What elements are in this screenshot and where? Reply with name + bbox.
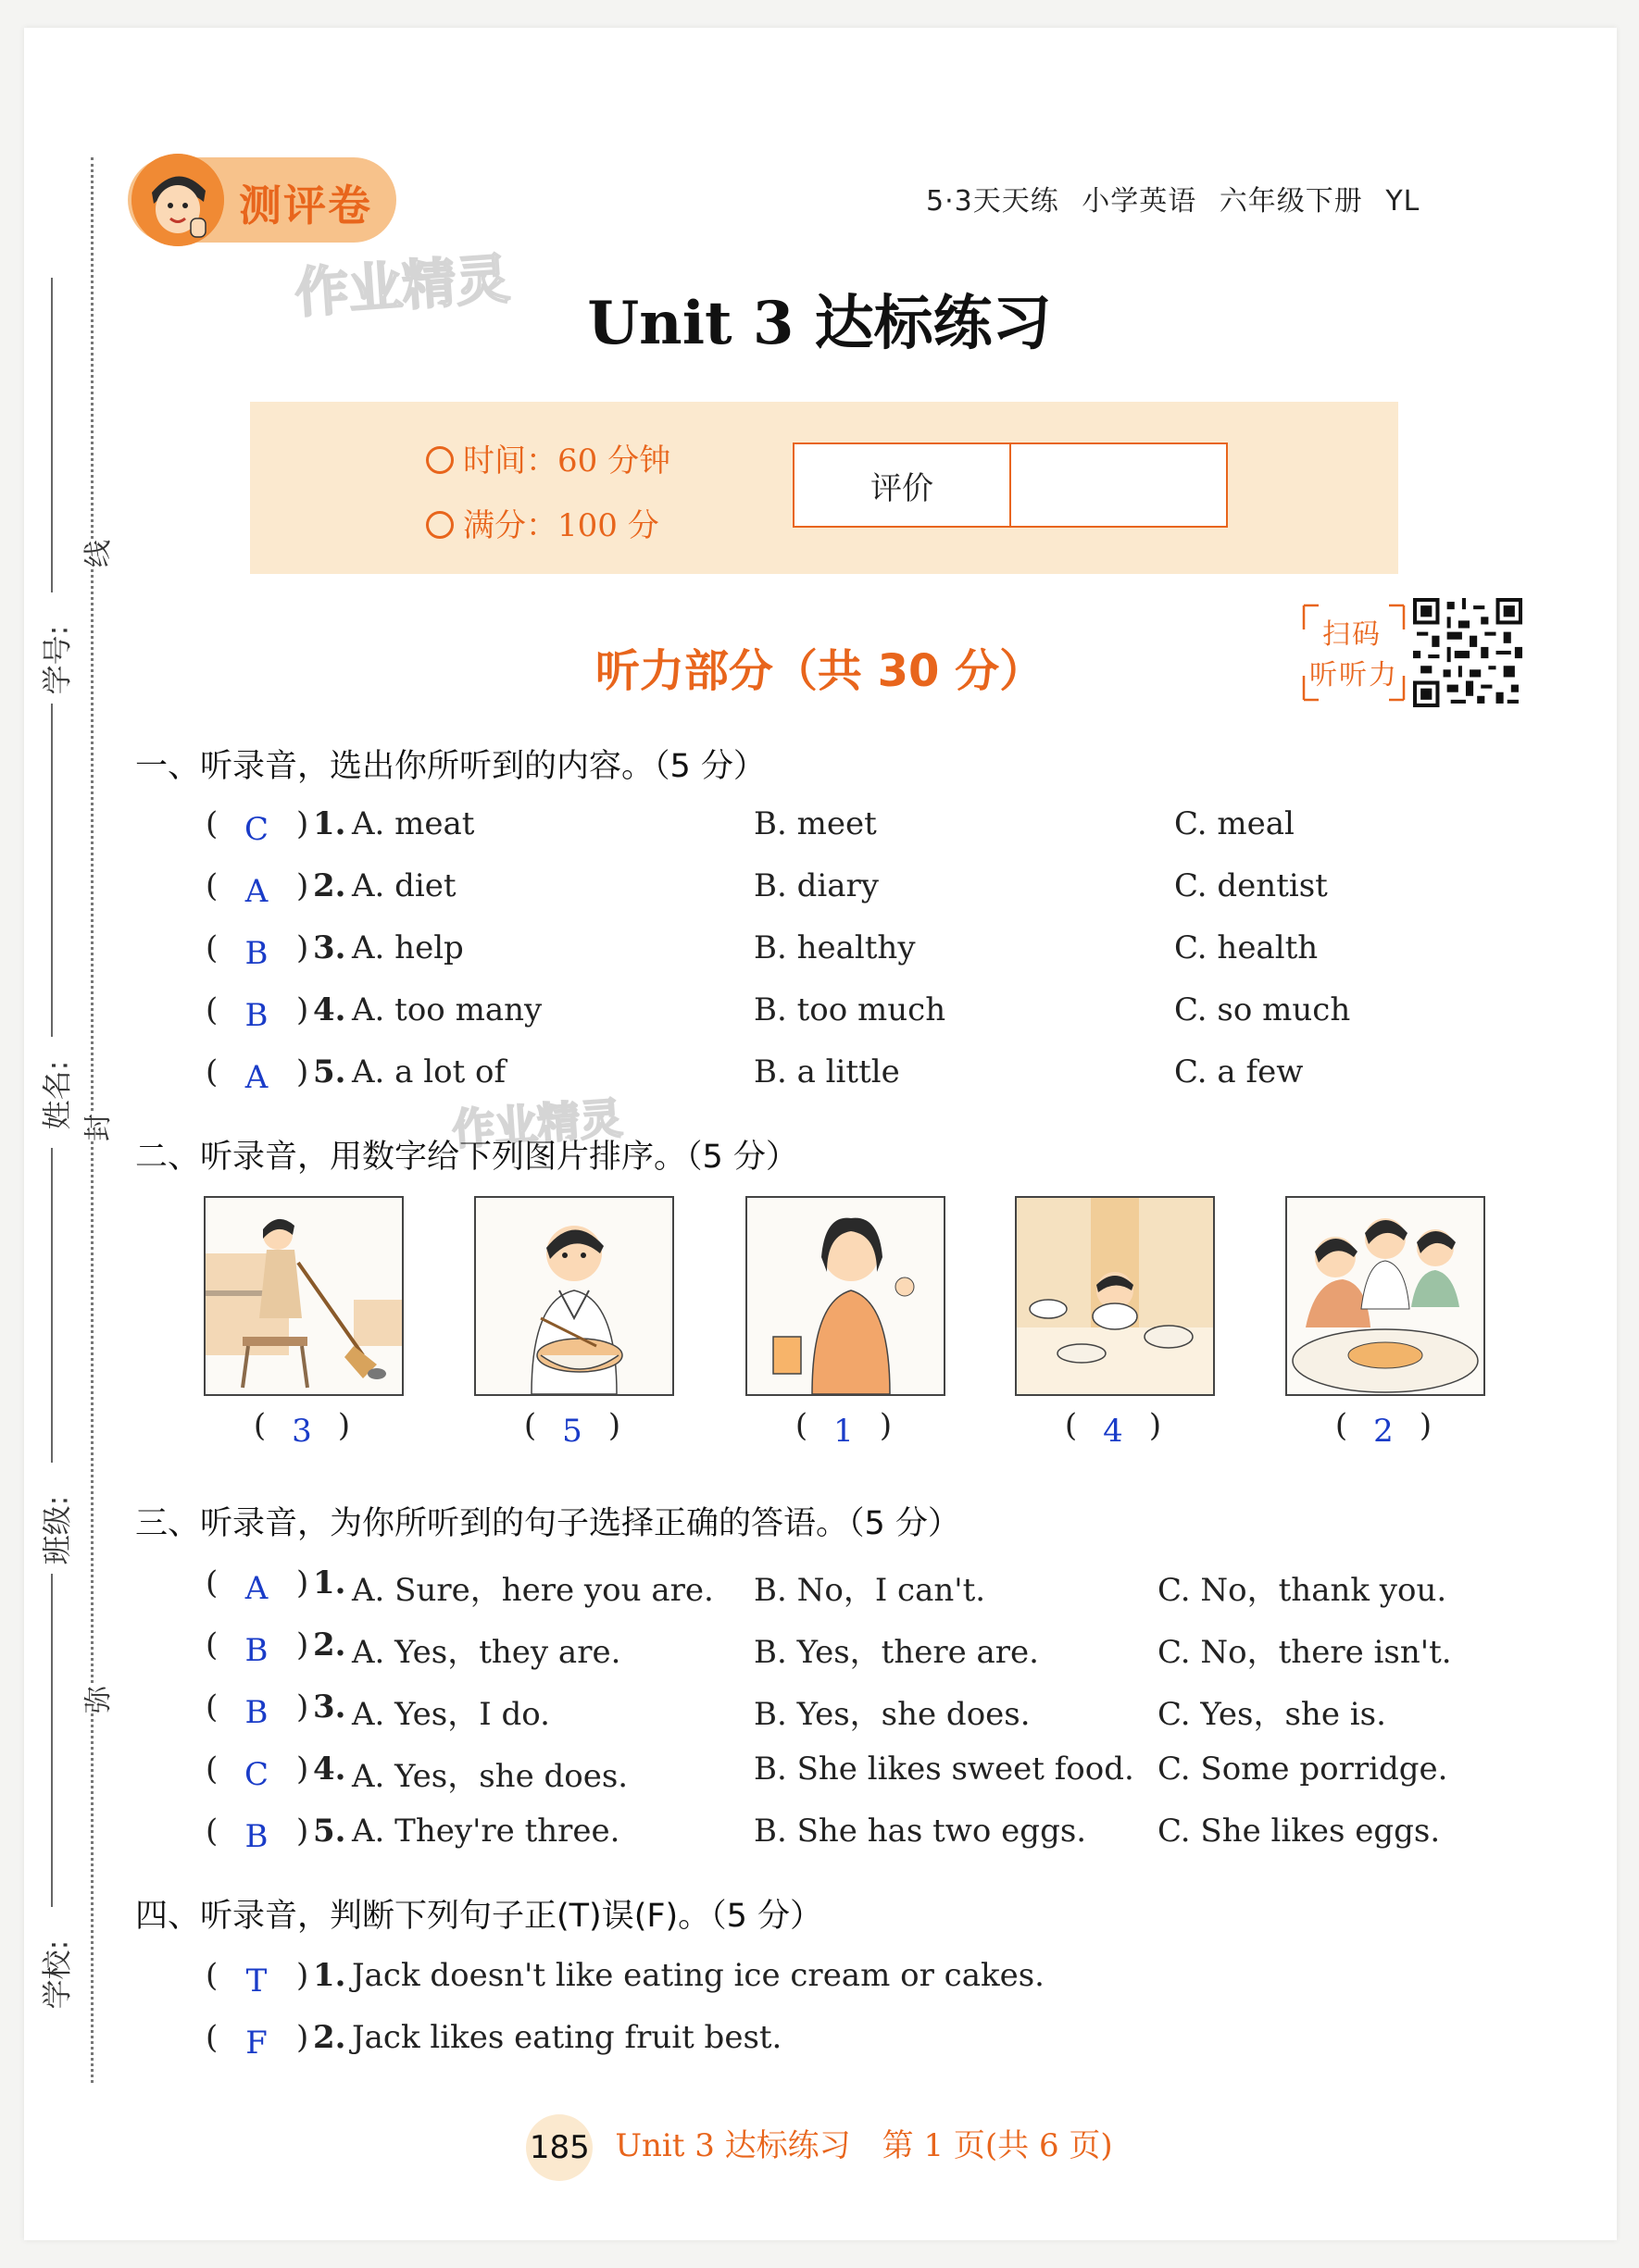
name-label: 姓名: <box>39 1060 75 1130</box>
q1-item-5 <box>0 1053 1639 1109</box>
option-c: C. so much <box>1174 991 1351 1028</box>
answer-close-paren: ) <box>296 1689 309 1726</box>
q3-item-4 <box>0 1751 1639 1806</box>
answer-close-paren: ) <box>1419 1407 1433 1444</box>
answer-open-paren: ( <box>206 929 219 966</box>
answer-close-paren: ) <box>296 1957 309 1994</box>
answer-close-paren: ) <box>296 1564 309 1601</box>
answer-open-paren: ( <box>206 991 219 1028</box>
series-info: 5·3天天练 小学英语 六年级下册 YL <box>926 185 1420 218</box>
picture-girl-sweeping <box>204 1196 404 1396</box>
option-c: C. health <box>1174 929 1319 966</box>
answer-blank[interactable]: A <box>244 873 269 910</box>
answer-close-paren: ) <box>1148 1407 1162 1444</box>
answer-open-paren: ( <box>206 1053 219 1090</box>
answer-close-paren: ) <box>296 991 309 1028</box>
answer-close-paren: ) <box>296 1053 309 1090</box>
option-b: B. She likes sweet food. <box>754 1751 1134 1788</box>
answer-close-paren: ) <box>879 1407 893 1444</box>
picture-1-answer <box>204 1407 400 1450</box>
q4-item-2 <box>0 2019 1639 2075</box>
answer-blank[interactable]: B <box>244 997 269 1034</box>
time-text: 时间：60 分钟 <box>463 442 671 480</box>
item-number: 2. <box>313 2019 346 2056</box>
option-c: C. She likes eggs. <box>1157 1813 1441 1850</box>
statement-text: Jack likes eating fruit best. <box>352 2019 782 2056</box>
q3-item-1 <box>0 1564 1639 1620</box>
answer-blank[interactable]: 1 <box>833 1413 854 1450</box>
item-number: 1. <box>313 1564 346 1601</box>
picture-boy-eating-noodles <box>474 1196 674 1396</box>
item-number: 4. <box>313 1751 346 1788</box>
binding-char-feng: 封 <box>69 1114 121 1141</box>
option-b: B. No，I can't. <box>754 1572 986 1609</box>
answer-open-paren: ( <box>206 1689 219 1726</box>
option-c: C. No，thank you. <box>1157 1572 1447 1609</box>
class-label: 班级: <box>39 1495 75 1565</box>
answer-blank[interactable]: C <box>244 811 269 848</box>
option-b: B. a little <box>754 1053 900 1090</box>
answer-open-paren: ( <box>1064 1407 1078 1444</box>
option-c: C. No，there isn't. <box>1157 1634 1452 1671</box>
q4-heading: 四、听录音，判断下列句子正(T)误(F)。（5 分） <box>135 1898 823 1935</box>
answer-blank[interactable]: B <box>244 1818 269 1855</box>
item-number: 1. <box>313 1957 346 1994</box>
answer-open-paren: ( <box>206 1957 219 1994</box>
q3-item-2 <box>0 1626 1639 1682</box>
option-a: A. too many <box>352 991 543 1028</box>
watermark-middle: 作业精灵 <box>450 1092 624 1155</box>
test-paper-badge: 测评卷 <box>239 181 372 231</box>
answer-open-paren: ( <box>206 1626 219 1664</box>
q3-heading: 三、听录音，为你所听到的句子选择正确的答语。（5 分） <box>135 1505 960 1542</box>
answer-open-paren: ( <box>253 1407 267 1444</box>
option-a: A. Sure，here you are. <box>352 1572 714 1609</box>
item-number: 2. <box>313 867 346 904</box>
answer-open-paren: ( <box>206 805 219 842</box>
item-number: 3. <box>313 929 346 966</box>
option-a: A. meat <box>352 805 475 842</box>
q3-item-5 <box>0 1813 1639 1868</box>
option-c: C. a few <box>1174 1053 1304 1090</box>
scan-text-1: 扫码 <box>1322 618 1382 651</box>
watermark-top: 作业精灵 <box>293 246 512 325</box>
school-label: 学校: <box>39 1939 75 2010</box>
score-info <box>426 500 659 545</box>
q3-item-3 <box>0 1689 1639 1744</box>
answer-open-paren: ( <box>206 1564 219 1601</box>
answer-open-paren: ( <box>1334 1407 1348 1444</box>
option-c: C. dentist <box>1174 867 1328 904</box>
answer-open-paren: ( <box>206 1813 219 1850</box>
answer-blank[interactable]: A <box>244 1059 269 1096</box>
answer-open-paren: ( <box>523 1407 537 1444</box>
option-c: C. meal <box>1174 805 1295 842</box>
item-number: 5. <box>313 1053 346 1090</box>
answer-close-paren: ) <box>296 2019 309 2056</box>
statement-text: Jack doesn't like eating ice cream or cakes. <box>352 1957 1045 1994</box>
option-b: B. diary <box>754 867 879 904</box>
answer-blank[interactable]: T <box>245 1963 268 2000</box>
picture-5-answer <box>1285 1407 1482 1450</box>
check-icon <box>426 511 454 539</box>
q1-item-4 <box>0 991 1639 1047</box>
answer-close-paren: ) <box>296 1751 309 1788</box>
option-b: B. meet <box>754 805 877 842</box>
footer-text: Unit 3 达标练习 第 1 页(共 6 页) <box>615 2127 1113 2164</box>
answer-open-paren: ( <box>206 1751 219 1788</box>
option-c: C. Some porridge. <box>1157 1751 1448 1788</box>
student-id-label: 学号: <box>39 625 75 695</box>
answer-blank[interactable]: C <box>244 1756 269 1793</box>
option-b: B. Yes，she does. <box>754 1696 1031 1733</box>
binding-char-xian: 线 <box>69 540 121 567</box>
option-a: A. Yes，she does. <box>352 1758 629 1795</box>
boy-mascot-icon <box>131 154 224 246</box>
picture-child-eating-at-table <box>1015 1196 1215 1396</box>
binding-char-mi: 弥 <box>69 1686 121 1713</box>
option-a: A. Yes，they are. <box>352 1634 621 1671</box>
answer-blank[interactable]: F <box>245 2025 268 2062</box>
option-a: A. a lot of <box>352 1053 507 1090</box>
score-text: 满分：100 分 <box>463 507 659 544</box>
item-number: 4. <box>313 991 346 1028</box>
answer-blank[interactable]: A <box>244 1570 269 1607</box>
answer-close-paren: ) <box>296 1813 309 1850</box>
answer-blank[interactable]: B <box>244 1632 269 1669</box>
evaluation-field[interactable] <box>1009 444 1226 526</box>
listening-section-title: 听力部分（共 30 分） <box>594 645 1045 697</box>
item-number: 2. <box>313 1626 346 1664</box>
answer-close-paren: ) <box>296 805 309 842</box>
picture-4-answer <box>1015 1407 1211 1450</box>
item-number: 3. <box>313 1689 346 1726</box>
option-a: A. help <box>352 929 464 966</box>
option-c: C. Yes，she is. <box>1157 1696 1386 1733</box>
q1-item-3 <box>0 929 1639 985</box>
option-b: B. healthy <box>754 929 916 966</box>
picture-2-answer <box>474 1407 670 1450</box>
page-footer <box>0 2114 1639 2181</box>
picture-3-answer <box>745 1407 942 1450</box>
time-info <box>426 435 670 480</box>
answer-blank[interactable]: B <box>244 935 269 972</box>
q1-item-2 <box>0 867 1639 923</box>
answer-blank[interactable]: 2 <box>1373 1413 1394 1450</box>
item-number: 1. <box>313 805 346 842</box>
option-a: A. They're three. <box>352 1813 620 1850</box>
answer-close-paren: ) <box>337 1407 351 1444</box>
picture-girl-with-juice <box>745 1196 945 1396</box>
answer-close-paren: ) <box>296 867 309 904</box>
qr-code-icon[interactable] <box>1413 598 1522 707</box>
page-title: Unit 3 达标练习 <box>587 289 1052 358</box>
q4-item-1 <box>0 1957 1639 2013</box>
option-b: B. She has two eggs. <box>754 1813 1087 1850</box>
answer-close-paren: ) <box>296 929 309 966</box>
q1-heading: 一、听录音，选出你所听到的内容。（5 分） <box>135 748 766 785</box>
answer-blank[interactable]: 4 <box>1103 1413 1123 1450</box>
scan-text-2: 听听力 <box>1309 659 1398 692</box>
option-b: B. Yes，there are. <box>754 1634 1039 1671</box>
answer-close-paren: ) <box>296 1626 309 1664</box>
clock-icon <box>426 446 454 474</box>
answer-open-paren: ( <box>206 2019 219 2056</box>
answer-blank[interactable]: B <box>244 1694 269 1731</box>
q2-heading: 二、听录音，用数字给下列图片排序。（5 分） <box>135 1139 798 1176</box>
option-a: A. diet <box>352 867 457 904</box>
answer-blank[interactable]: 5 <box>562 1413 582 1450</box>
item-number: 5. <box>313 1813 346 1850</box>
picture-family-dinner <box>1285 1196 1485 1396</box>
answer-open-paren: ( <box>206 867 219 904</box>
option-b: B. too much <box>754 991 946 1028</box>
answer-close-paren: ) <box>607 1407 621 1444</box>
q1-item-1 <box>0 805 1639 861</box>
page-number: 185 <box>526 2114 593 2181</box>
answer-open-paren: ( <box>794 1407 808 1444</box>
evaluation-label: 评价 <box>794 444 1011 526</box>
class-line[interactable] <box>51 1148 53 1463</box>
option-a: A. Yes，I do. <box>352 1696 550 1733</box>
answer-blank[interactable]: 3 <box>292 1413 312 1450</box>
